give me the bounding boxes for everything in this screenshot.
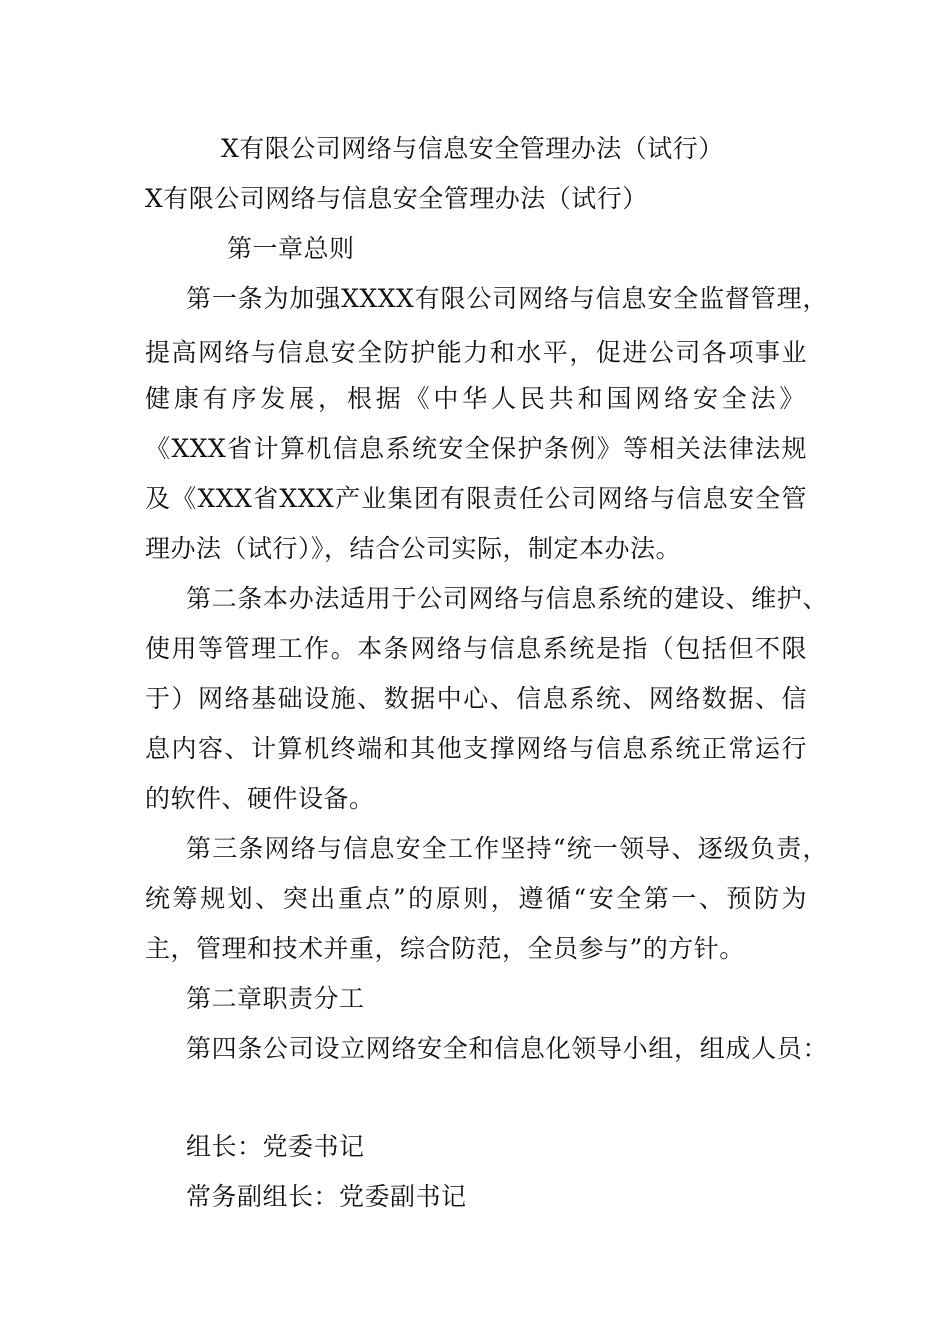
document-title: X有限公司网络与信息安全管理办法（试行）	[221, 134, 724, 163]
chapter-2-heading: 第二章职责分工	[186, 984, 365, 1013]
article-1-line-4: 《XXX省计算机信息系统安全保护条例》等相关法律法规	[145, 434, 807, 463]
article-2-line-2: 使用等管理工作。本条网络与信息系统是指（包括但不限	[145, 634, 807, 663]
article-1-line-6: 理办法（试行）》，结合公司实际，制定本办法。	[145, 534, 682, 563]
article-3-line-2: 统筹规划、突出重点”的原则，遵循“安全第一、预防为	[145, 884, 807, 913]
chapter-1-heading: 第一章总则	[227, 234, 355, 263]
member-leader: 组长：党委书记	[186, 1132, 365, 1161]
article-2-line-5: 的软件、硬件设备。	[145, 784, 375, 813]
article-4-line-1: 第四条公司设立网络安全和信息化领导小组，组成人员：	[186, 1034, 828, 1063]
article-2-line-1: 第二条本办法适用于公司网络与信息系统的建设、维护、	[186, 584, 828, 613]
article-1-line-1: 第一条为加强XXXX有限公司网络与信息安全监督管理，	[186, 284, 828, 313]
article-3-line-3: 主，管理和技术并重，综合防范，全员参与”的方针。	[145, 934, 745, 963]
article-3-line-1: 第三条网络与信息安全工作坚持“统一领导、逐级负责，	[186, 834, 828, 863]
article-1-line-2: 提高网络与信息安全防护能力和水平，促进公司各项事业	[145, 338, 807, 367]
article-2-line-3: 于）网络基础设施、数据中心、信息系统、网络数据、信	[145, 684, 807, 713]
article-1-line-3: 健康有序发展，根据《中华人民共和国网络安全法》	[145, 384, 805, 413]
article-1-line-5: 及《XXX省XXX产业集团有限责任公司网络与信息安全管	[145, 484, 807, 513]
member-executive-deputy: 常务副组长：党委副书记	[186, 1182, 467, 1211]
article-2-line-4: 息内容、计算机终端和其他支撑网络与信息系统正常运行	[145, 734, 807, 763]
document-subtitle: X有限公司网络与信息安全管理办法（试行）	[145, 184, 648, 213]
